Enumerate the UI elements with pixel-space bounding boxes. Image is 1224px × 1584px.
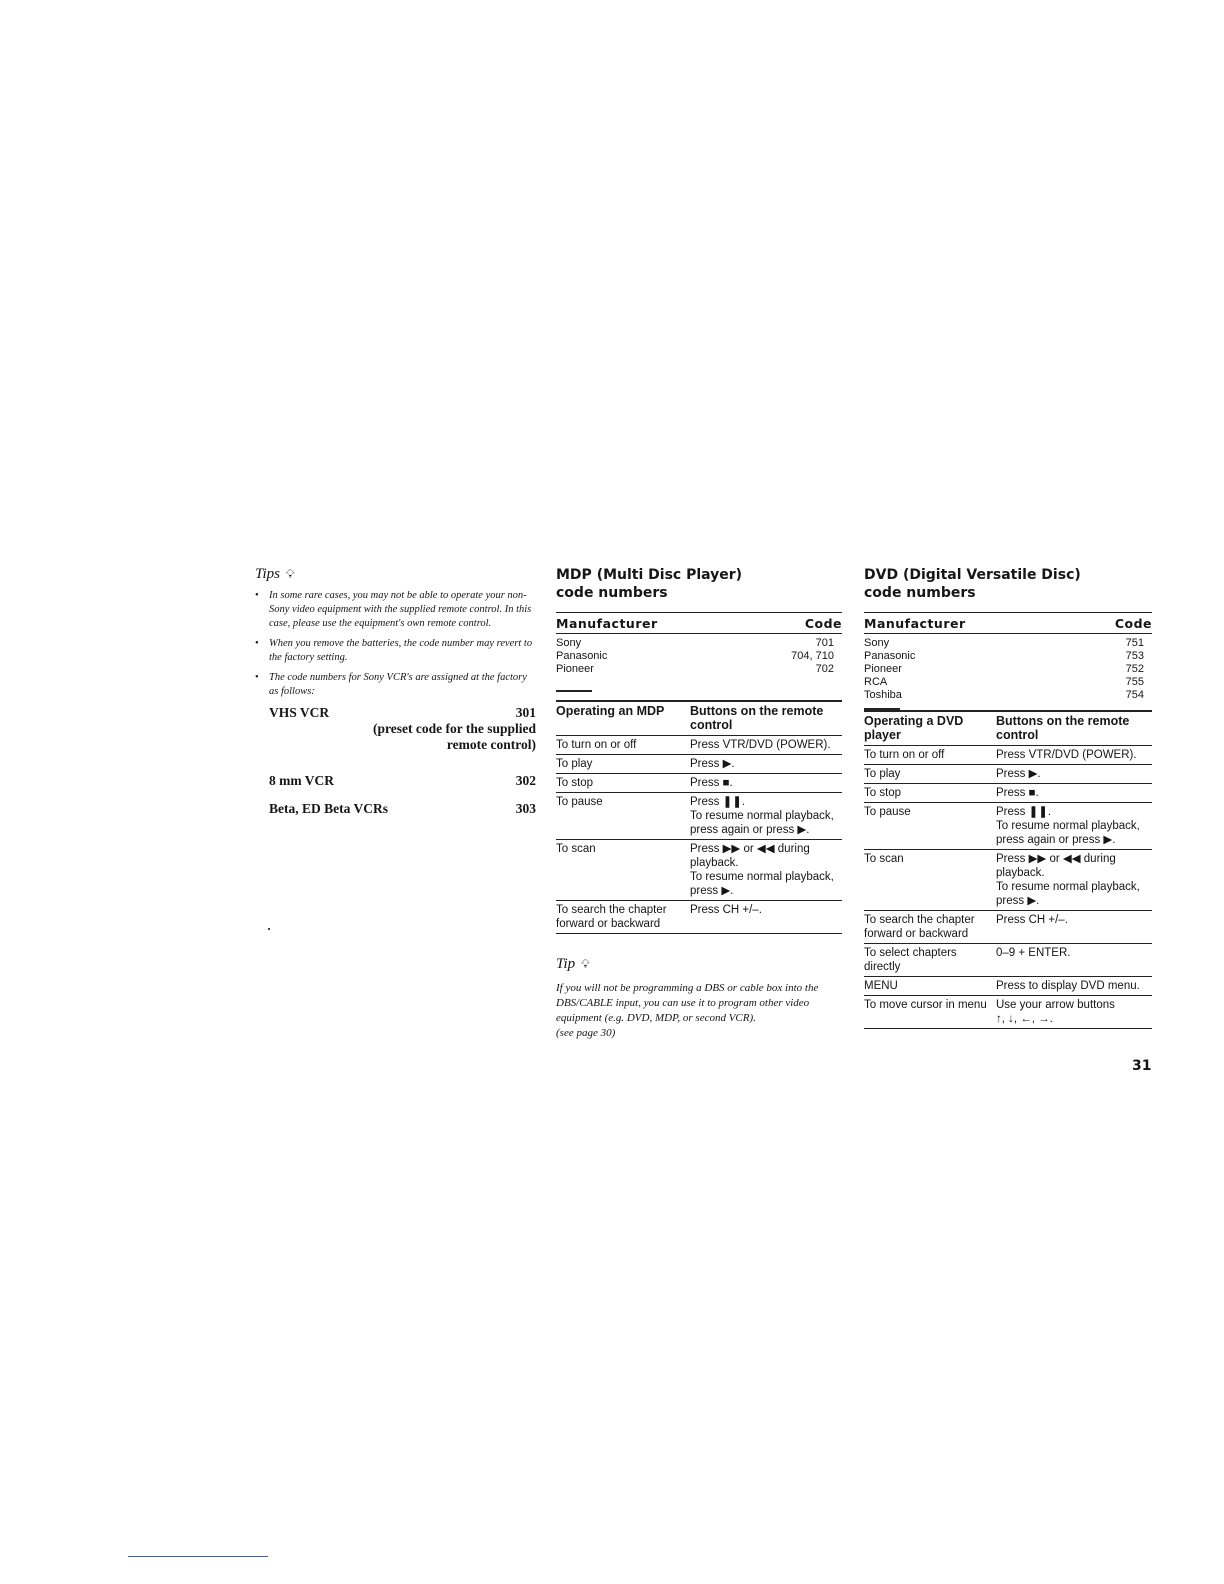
op-header-buttons: Buttons on the remote control bbox=[996, 711, 1152, 746]
page-number: 31 bbox=[1132, 1058, 1152, 1074]
op-header-action: Operating a DVD player bbox=[864, 711, 996, 746]
stray-dot bbox=[268, 928, 270, 930]
tip-item: • When you remove the batteries, the code number may revert to the factory setting. bbox=[255, 637, 536, 665]
vcr-code: 303 bbox=[515, 801, 536, 816]
vcr-name: 8 mm VCR bbox=[269, 773, 334, 788]
op-header-buttons: Buttons on the remote control bbox=[690, 701, 842, 736]
mdp-title: MDP (Multi Disc Player) code numbers bbox=[556, 567, 743, 601]
table-row: MENU Press to display DVD menu. bbox=[864, 977, 1152, 996]
table-row: To play Press ▶. bbox=[556, 755, 842, 774]
table-row: To scan Press ▶▶ or ◀◀ during playback. To resume normal playback, press ▶. bbox=[556, 840, 842, 901]
table-row: To stop Press ■. bbox=[556, 774, 842, 793]
vcr-code-row bbox=[269, 801, 536, 817]
vcr-code-row bbox=[269, 705, 536, 721]
manufacturer-header: Manufacturer bbox=[556, 613, 747, 634]
table-row: To pause Press ❚❚. To resume normal playback, press again or press ▶. bbox=[556, 793, 842, 840]
tip-text: If you will not be programming a DBS or cable box into the DBS/CABLE input, you can use it to program other video equipment (e.g. DVD, MDP, or second VCR). (see page 30) bbox=[556, 982, 819, 1039]
vcr-code-row bbox=[269, 773, 536, 789]
table-row: RCA 755 bbox=[864, 676, 1144, 688]
vcr-code-list bbox=[255, 705, 536, 817]
dvd-title: DVD (Digital Versatile Disc) code numbers bbox=[864, 567, 1081, 601]
tips-heading: Tips 💡︎ bbox=[255, 566, 295, 582]
tips-section bbox=[255, 566, 536, 817]
lightbulb-icon: 💡︎ bbox=[581, 957, 590, 971]
table-row: Toshiba 754 bbox=[864, 689, 1144, 701]
code-header: Code bbox=[747, 613, 842, 634]
table-row: Panasonic 753 bbox=[864, 650, 1144, 662]
vcr-name: Beta, ED Beta VCRs bbox=[269, 801, 388, 816]
dvd-section bbox=[864, 566, 1152, 1029]
mdp-operation-table bbox=[556, 700, 842, 934]
vcr-code: 301 bbox=[515, 705, 536, 720]
table-row: To select chapters directly 0–9 + ENTER. bbox=[864, 944, 1152, 977]
vcr-name: VHS VCR bbox=[269, 705, 330, 720]
tip-heading: Tip 💡︎ bbox=[556, 956, 590, 972]
divider bbox=[556, 690, 592, 692]
tip-item: • The code numbers for Sony VCR's are assigned at the factory as follows: bbox=[255, 671, 536, 699]
mdp-section bbox=[556, 566, 842, 1041]
table-row: To turn on or off Press VTR/DVD (POWER). bbox=[864, 746, 1152, 765]
op-header-action: Operating an MDP bbox=[556, 701, 690, 736]
table-row: To move cursor in menu Use your arrow buttons ↑, ↓, ←, →. bbox=[864, 996, 1152, 1029]
table-row: Pioneer 752 bbox=[864, 663, 1144, 675]
table-row: Sony 701 bbox=[556, 637, 834, 649]
table-row: To search the chapter forward or backward Press CH +/–. bbox=[864, 911, 1152, 944]
footer-rule bbox=[128, 1556, 268, 1557]
tips-list bbox=[255, 589, 536, 699]
manufacturer-header: Manufacturer bbox=[864, 613, 1075, 634]
table-row: Sony 751 bbox=[864, 637, 1144, 649]
table-row: To pause Press ❚❚. To resume normal playback, press again or press ▶. bbox=[864, 803, 1152, 850]
table-row: To turn on or off Press VTR/DVD (POWER). bbox=[556, 736, 842, 755]
dvd-operation-table bbox=[864, 710, 1152, 1029]
table-row: To stop Press ■. bbox=[864, 784, 1152, 803]
tip-item: • In some rare cases, you may not be able to operate your non-Sony video equipment with the supplied remote control. In this case, please use the equipment's own remote control. bbox=[255, 589, 536, 631]
code-header: Code bbox=[1075, 613, 1152, 634]
vcr-code: 302 bbox=[515, 773, 536, 788]
mdp-code-table bbox=[556, 612, 842, 676]
table-row: To scan Press ▶▶ or ◀◀ during playback. To resume normal playback, press ▶. bbox=[864, 850, 1152, 911]
table-row: Pioneer 702 bbox=[556, 663, 834, 675]
table-row: To play Press ▶. bbox=[864, 765, 1152, 784]
lightbulb-icon: 💡︎ bbox=[286, 567, 295, 581]
table-row: To search the chapter forward or backward Press CH +/–. bbox=[556, 901, 842, 934]
vcr-code-note: (preset code for the supplied remote control) bbox=[373, 721, 536, 752]
dvd-code-table bbox=[864, 612, 1152, 702]
table-row: Panasonic 704, 710 bbox=[556, 650, 834, 662]
